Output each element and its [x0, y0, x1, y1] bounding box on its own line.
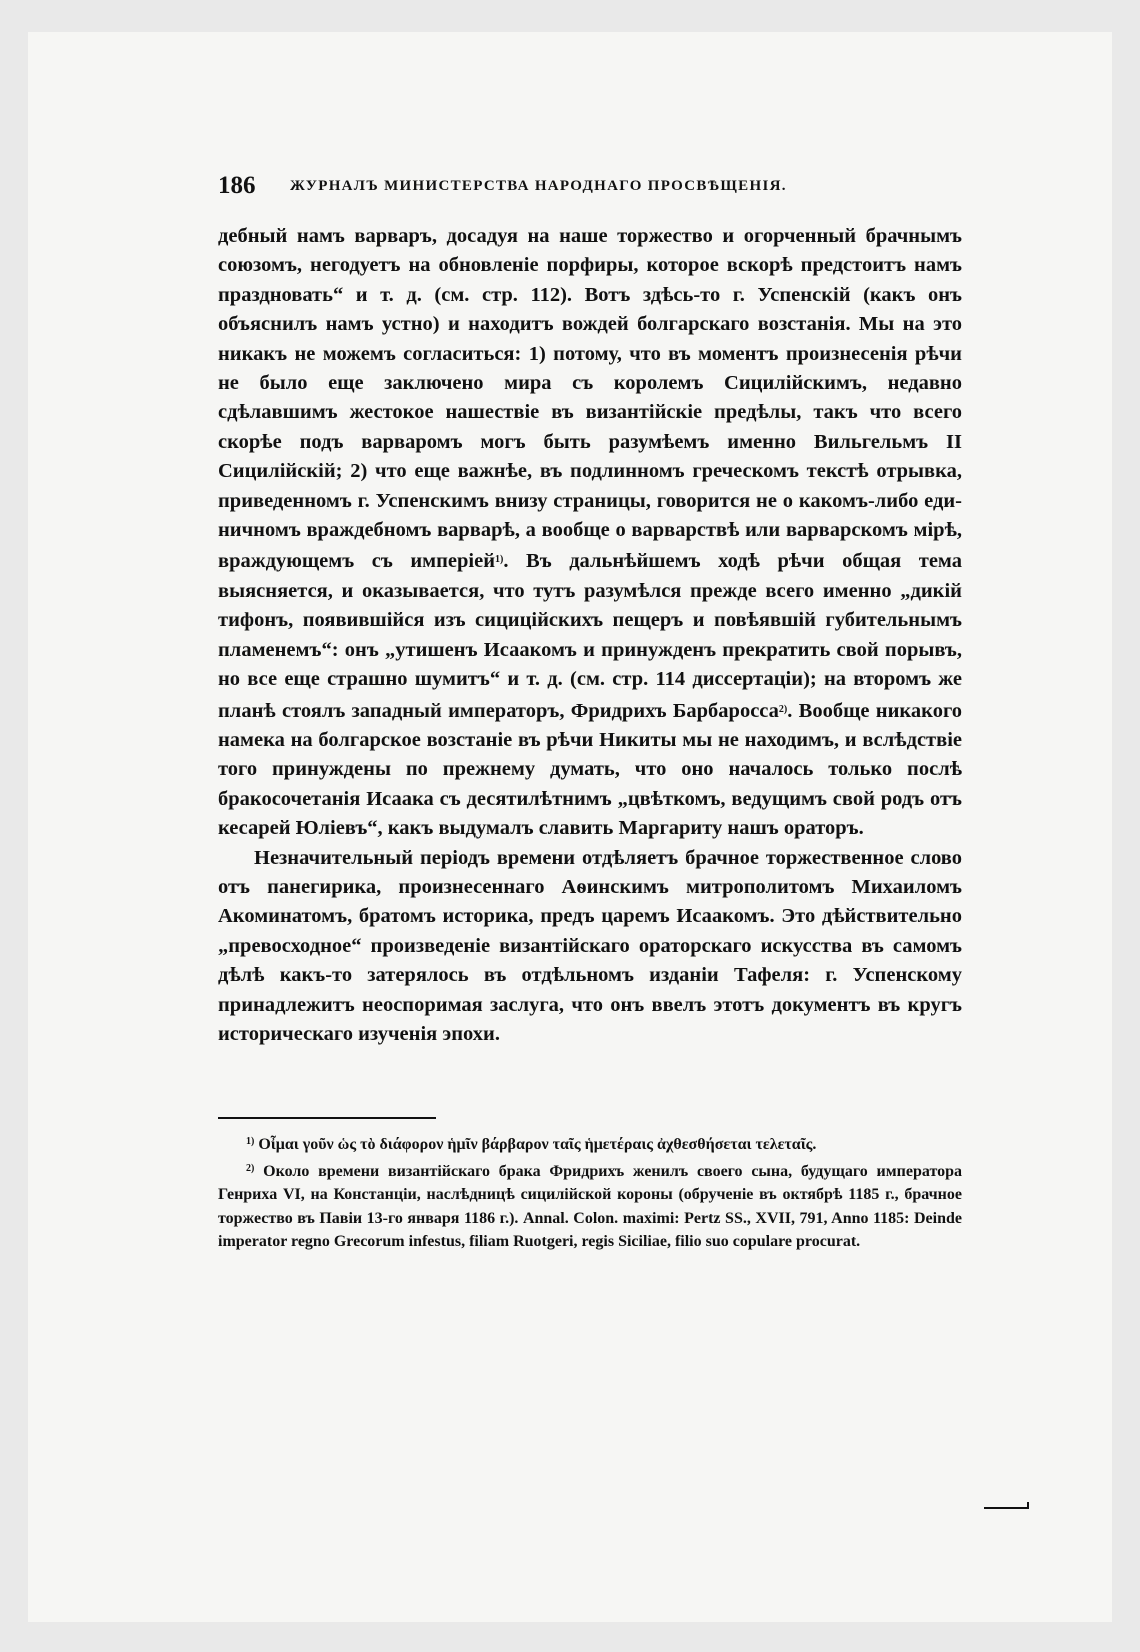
paragraph-1-ending: . Вообще никакого намека на болгарское возстаніе въ рѣчи Никиты мы не находимъ, и вслѣдствіе того принуждены по прежнему думать, что оно началось только послѣ бракосочетанія Исаака съ десятилѣтнимъ „цвѣткомъ, ведущимъ свой родъ отъ кесарей Юліевъ“, какъ выдумалъ славить Маргариту нашъ ораторъ.	[218, 699, 962, 840]
page-header	[218, 172, 962, 206]
footnotes	[218, 1130, 962, 1254]
footnote-2-marker: 2)	[246, 1162, 255, 1174]
running-title: ЖУРНАЛЪ МИНИСТЕРСТВА НАРОДНАГО ПРОСВѢЩЕНІЯ.	[290, 178, 787, 194]
footnote-marker-2: 2)	[778, 703, 788, 715]
footnote-divider	[218, 1117, 436, 1119]
main-text	[218, 222, 962, 1049]
footnote-2-text: Около времени византійскаго брака Фридрихъ женилъ своего сына, будущаго императора Генриха VI, на Констанціи, наслѣдницѣ сицилійской короны (обрученіе въ октябрѣ 1185 г., брачное торжество въ Павіи 13-го января 1186 г.). Annal. Colon. maximi: Pertz SS., XVII, 791, Anno 1185: Deinde imperator regno Grecorum infestus, filiam Ruotgeri, regis Siciliae, filio suo copulare procurat.	[218, 1162, 963, 1251]
footnote-1	[218, 1130, 962, 1157]
footnote-2	[218, 1157, 962, 1254]
paragraph-1-continuation: . Въ дальнѣйшемъ ходѣ рѣчи общая тема выясняется, и оказывается, что тутъ разумѣлся прежде всего именно „дикій тифонъ, появившійся изъ сициційскихъ пещеръ и повѣявшій губительнымъ пламенемъ“: онъ „утишенъ Исаакомъ и принужденъ прекратить свой порывъ, но все еще страшно шумитъ“ и т. д. (см. стр. 114 диссертаціи); на второмъ же планѣ стоялъ западный императоръ, Фридрихъ Барбаросса	[218, 550, 962, 722]
scan-edge-mark	[984, 1500, 1030, 1512]
footnote-marker-1: 1)	[495, 554, 504, 566]
footnote-1-text: Οἶμαι γοῦν ὡς τὸ διάφορον ἡμῖν βάρβαρον ταῖς ἡμετέραις ἀχθεσθήσεται τελεταῖς.	[258, 1136, 817, 1153]
paragraph-1	[218, 222, 962, 844]
paragraph-2: Незначительный періодъ времени отдѣляетъ брачное торжественное слово отъ панегирика, произнесеннаго Аѳинскимъ митрополитомъ Михаиломъ Акоминатомъ, братомъ историка, предъ царемъ Исаакомъ. Это дѣйствительно „превосходное“ произведеніе византійскаго ораторскаго искусства въ самомъ дѣлѣ какъ-то затерялось въ отдѣльномъ изданіи Тафеля: г. Успенскому принадлежитъ неоспоримая заслуга, что онъ ввелъ этотъ документъ въ кругъ историческаго изученія эпохи.	[218, 846, 962, 1045]
paragraph-1-text: дебный намъ варваръ, досадуя на наше торжество и огорченный брачнымъ союзомъ, негодуетъ на обновленіе порфиры, которое вскорѣ предстоитъ намъ праздновать“ и т. д. (см. стр. 112). Вотъ здѣсь-то г. Успенскій (какъ онъ объяснилъ намъ устно) и находитъ вождей болгарскаго возстанія. Мы на это никакъ не можемъ согласиться: 1) потому, что въ моментъ произнесенія рѣчи не было еще заключено мира съ королемъ Сицилійскимъ, недавно сдѣлавшимъ жестокое нашествіе въ византійскіе предѣлы, такъ что всего скорѣе подъ варваромъ могъ быть разумѣемъ именно Вильгельмъ II Сицилійскій; 2) что еще важнѣе, въ подлинномъ греческомъ текстѣ отрывка, приведенномъ г. Успенскимъ внизу страницы, говорится не о какомъ-либо единичномъ враждебномъ варварѣ, а вообще о варварствѣ или варварскомъ мірѣ, враждующемъ съ имперіей	[218, 225, 962, 573]
footnote-1-marker: 1)	[246, 1136, 255, 1147]
page-number: 186	[218, 172, 256, 199]
